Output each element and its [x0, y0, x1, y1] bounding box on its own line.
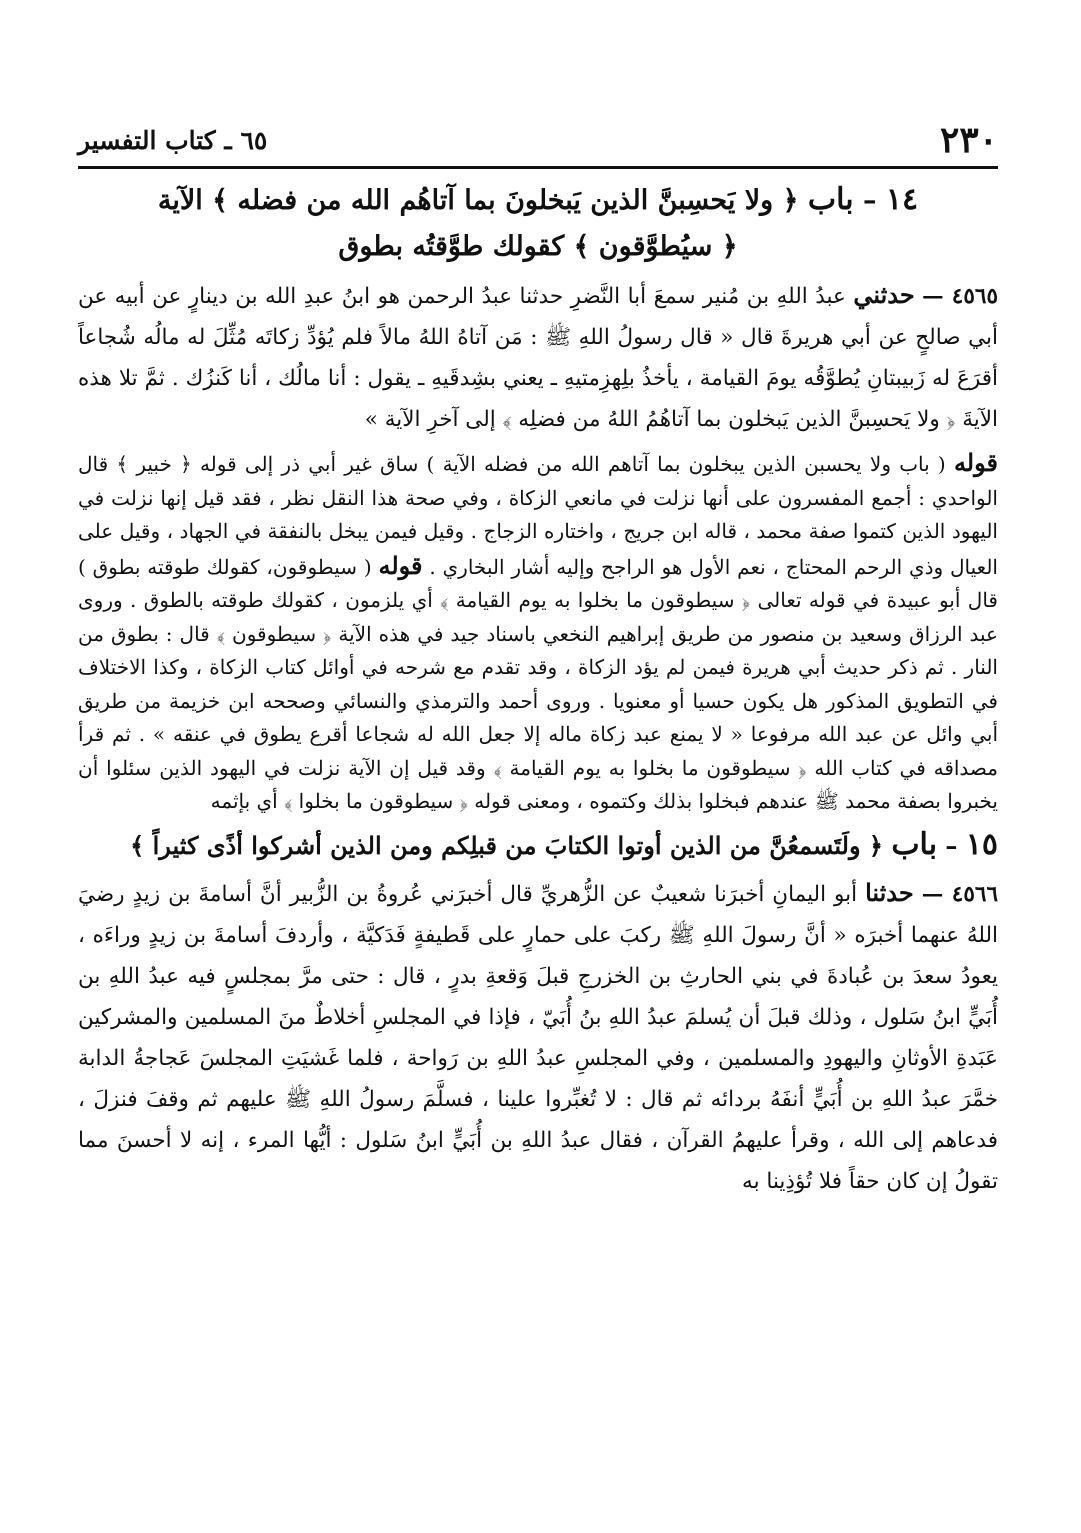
- hadith-text: عبدُ اللهِ بن مُنير سمعَ أبا النَّضرِ حدثنا عبدُ الرحمن هو ابنُ عبدِ الله بن دينارٍ عن أبيه عن أبي صالحٍ عن أبي هريرةَ قال « قال رسولُ اللهِ ﷺ : مَن آتاهُ اللهُ مالاً فلم يُؤدِّ زكاتَه مُثِّلَ له مالُه شُجاعاً أقرَعَ له زَبيبتانِ يُطوَّقُه يومَ القيامة ، يأخذُ بلِهزِمتيهِ ـ يعني بشِدقَيهِ ـ يقول : أنا مالُك ، أنا كَنزُك . ثمَّ تلا هذه الآيةَ ﴿ ولا يَحسِبنَّ الذين يَبخلون بما آتاهُمُ اللهُ من فضلِه ﴾ إلى آخرِ الآية »: [78, 284, 998, 432]
- commentary-lead: قوله: [953, 448, 998, 477]
- book-title: ٦٥ ـ كتاب التفسير: [78, 126, 268, 155]
- chapter-number: ١٥: [965, 826, 998, 862]
- chapter-15-heading: [78, 823, 998, 868]
- hadith-lead: حدثنا: [865, 877, 914, 907]
- hadith-4566: [78, 872, 998, 1202]
- book-page: [78, 118, 998, 1202]
- chapter-dash: –: [862, 185, 877, 216]
- commentary-text: ( باب ولا يحسبن الذين يبخلون بما آتاهم الله من فضله الآية ) ساق غير أبي ذر إلى قوله ﴿ خبير ﴾ قال الواحدي : أجمع المفسرون على أنها نزلت في مانعي الزكاة ، وفي صحة هذا النقل نظر ، فقد قيل إنها نزلت في اليهود الذين كتموا صفة محمد ، قاله ابن جريج ، واختاره الزجاج . وقيل فيمن يبخل بالنفقة في الجهاد ، وقيل على العيال وذي الرحم المحتاج ، نعم الأول هو الراجح وإليه أشار البخاري .: [78, 452, 998, 579]
- hadith-4565: [78, 274, 998, 440]
- header-rule: [78, 166, 998, 169]
- chapter-15-verse: ﴿ ولَتَسمعُنَّ من الذين أوتوا الكتابَ من قبلِكم ومن الذين أشركوا أذًى كثيراً ﴾: [130, 830, 883, 860]
- chapter-14-title-line: [78, 177, 998, 224]
- page-header: [78, 118, 998, 164]
- bab-label: باب: [807, 182, 854, 217]
- hadith-text: أبو اليمانِ أخبرَنا شعيبٌ عن الزُّهريِّ قال أخبرَني عُروةُ بن الزُّبير أنَّ أسامةَ بن زيدٍ رضيَ اللهُ عنهما أخبرَه « أنَّ رسولَ اللهِ ﷺ ركبَ على حمارٍ على قَطيفةٍ فَدَكيَّة ، وأردفَ أسامةَ بن زيدٍ وراءَه ، يعودُ سعدَ بن عُبادةَ في بني الحارثِ بن الخزرجِ قبلَ وَقعةِ بدرٍ ، قال : حتى مرَّ بمجلسٍ فيه عبدُ اللهِ بن أُبَيٍّ ابنُ سَلول ، وذلك قبلَ أن يُسلمَ عبدُ اللهِ بنُ أُبَيّ ، فإذا في المجلسِ أخلاطٌ منَ المسلمين والمشركين عَبَدةِ الأوثانِ واليهودِ والمسلمين ، وفي المجلسِ عبدُ اللهِ بن رَواحة ، فلما غَشيَتِ المجلسَ عَجاجةُ الدابة خمَّرَ عبدُ اللهِ بن أُبَيٍّ أنفَهُ بردائه ثم قال : لا تُغبِّروا علينا ، فسلَّمَ رسولُ اللهِ ﷺ عليهم ثم وقفَ فنزلَ ، فدعاهم إلى الله ، وقرأ عليهمُ القرآن ، فقال عبدُ اللهِ بن أُبَيٍّ ابنُ سَلول : أيُّها المرء ، إنه لا أحسنَ مما تقولُ إن كان حقاً فلا تُؤذِينا به: [78, 881, 998, 1194]
- page-number: ٢٣٠: [939, 119, 998, 161]
- bab-label: باب: [891, 826, 938, 862]
- chapter-14-verse: ﴿ ولا يَحسِبنَّ الذين يَبخلونَ بما آتاهُم الله من فضله ﴾ الآية: [157, 185, 799, 216]
- commentary-14: [78, 446, 998, 819]
- hadith-number: ٤٥٦٦ —: [921, 881, 998, 907]
- commentary-text-2: ( سيطوقون، كقولك طوقته بطوق ) قال أبو عبيدة في قوله تعالى ﴿ سيطوقون ما بخلوا به يوم القيامة ﴾ أي يلزمون ، كقولك طوقته بالطوق . وروى عبد الرزاق وسعيد بن منصور من طريق إبراهيم النخعي باسناد جيد في هذه الآية ﴿ سيطوقون ﴾ قال : بطوق من النار . ثم ذكر حديث أبي هريرة فيمن لم يؤد الزكاة ، وقد تقدم مع شرحه في أوائل كتاب الزكاة ، وكذا الاختلاف في التطويق المذكور هل يكون حسيا أو معنويا . وروى أحمد والترمذي والنسائي وصححه ابن خزيمة من طريق أبي وائل عن عبد الله مرفوعا « لا يمنع عبد زكاة ماله إلا جعل الله له شجاعا أقرع يطوق في عنقه » . ثم قرأ مصداقه في كتاب الله ﴿ سيطوقون ما بخلوا به يوم القيامة ﴾ وقد قيل إن الآية نزلت في اليهود الذين سئلوا أن يخبروا بصفة محمد ﷺ عندهم فبخلوا بذلك وكتموه ، ومعنى قوله ﴿ سيطوقون ما بخلوا ﴾ أي بإثمه: [78, 554, 998, 813]
- chapter-dash: –: [945, 830, 958, 860]
- hadith-number: ٤٥٦٥ —: [922, 284, 998, 309]
- chapter-14-heading: [78, 177, 998, 270]
- commentary-lead-2: قوله: [378, 550, 423, 580]
- chapter-14-subtitle: ﴿ سيُطوَّقون ﴾ كقولك طوَّقتُه بطوق: [338, 231, 738, 262]
- chapter-number: ١٤: [885, 182, 919, 217]
- hadith-lead: حدثني: [853, 280, 915, 309]
